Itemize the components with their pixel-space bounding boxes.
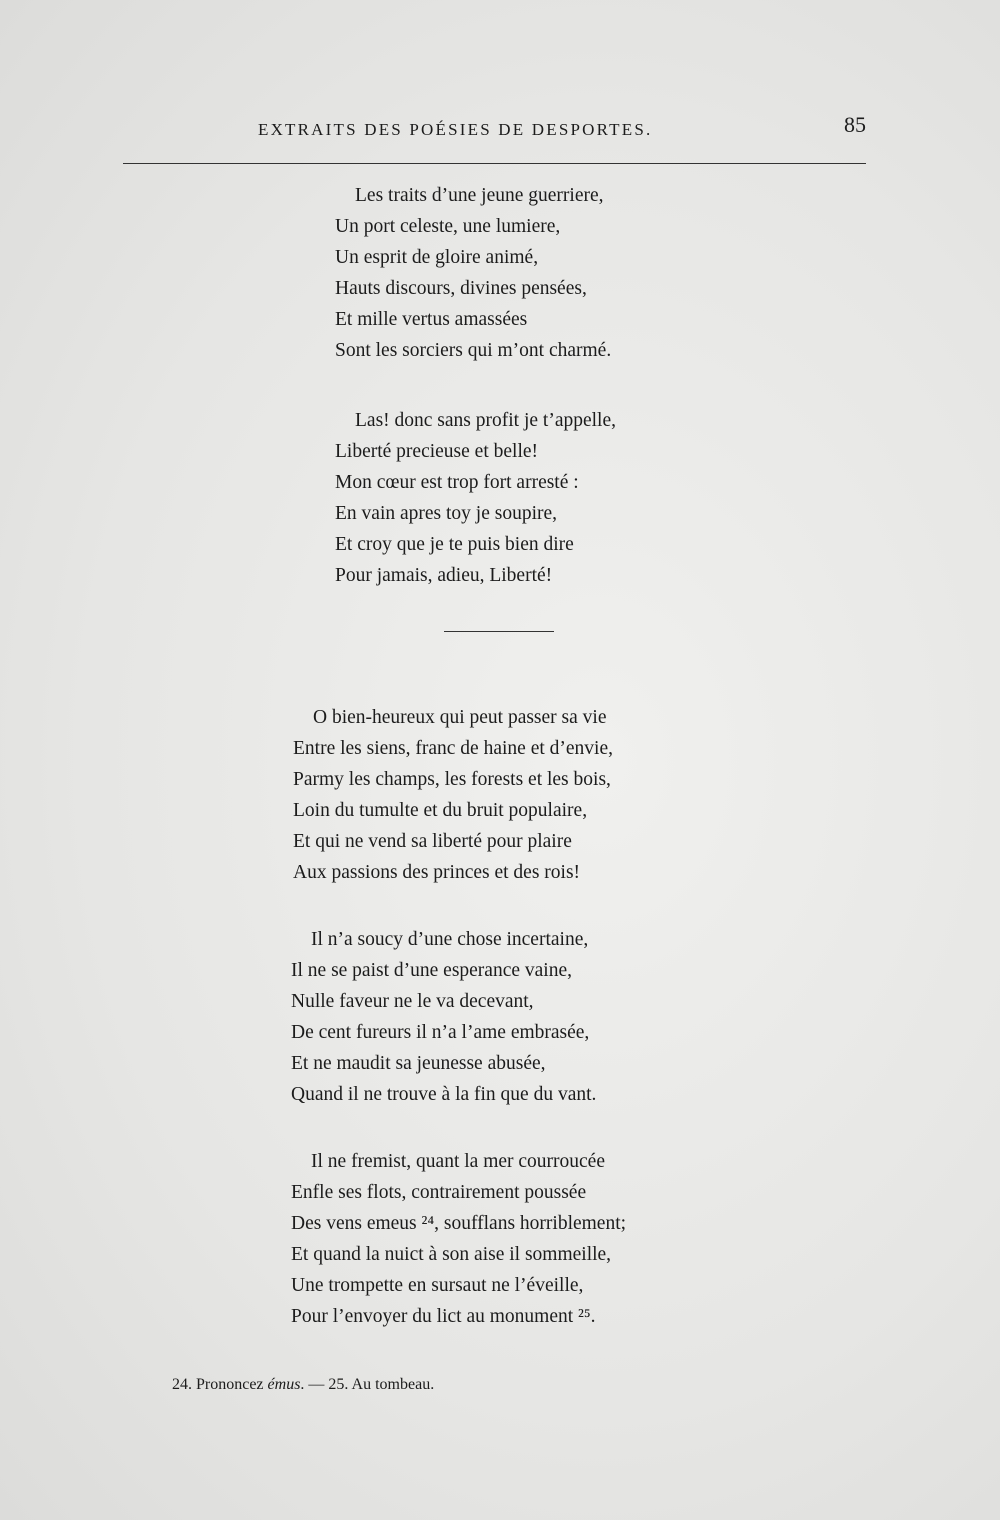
verse-line: Las! donc sans profit je t’appelle, xyxy=(355,410,616,431)
verse-line: Des vens emeus ²⁴, soufflans horriblement; xyxy=(291,1213,627,1234)
verse-line: De cent fureurs il n’a l’ame embrasée, xyxy=(291,1022,590,1043)
page-number: 85 xyxy=(844,112,866,137)
verse-line: Il ne se paist d’une esperance vaine, xyxy=(291,960,572,981)
verse-line: Et mille vertus amassées xyxy=(335,309,528,330)
verse-line: O bien-heureux qui peut passer sa vie xyxy=(313,707,607,728)
verse-line: Les traits d’une jeune guerriere, xyxy=(355,185,604,206)
stanza-2 xyxy=(335,405,616,591)
stanza-1 xyxy=(335,180,611,366)
verse-line: Une trompette en sursaut ne l’éveille, xyxy=(291,1275,584,1296)
footnote-italic-word: émus xyxy=(267,1376,301,1393)
stanza-3 xyxy=(293,702,613,888)
verse-line: Loin du tumulte et du bruit populaire, xyxy=(293,800,588,821)
stanza-4 xyxy=(291,924,596,1110)
verse-line: Parmy les champs, les forests et les bois, xyxy=(293,769,611,790)
verse-line: Entre les siens, franc de haine et d’envie, xyxy=(293,738,613,759)
stanza-5 xyxy=(291,1146,626,1332)
verse-line: En vain apres toy je soupire, xyxy=(335,503,558,524)
verse-line: Et croy que je te puis bien dire xyxy=(335,534,574,555)
verse-line: Sont les sorciers qui m’ont charmé. xyxy=(335,340,612,361)
verse-line: Et qui ne vend sa liberté pour plaire xyxy=(293,831,572,852)
verse-line: Pour l’envoyer du lict au monument ²⁵. xyxy=(291,1306,596,1327)
verse-line: Il n’a soucy d’une chose incertaine, xyxy=(311,929,589,950)
verse-line: Et ne maudit sa jeunesse abusée, xyxy=(291,1053,546,1074)
verse-line: Hauts discours, divines pensées, xyxy=(335,278,587,299)
verse-line: Et quand la nuict à son aise il sommeille, xyxy=(291,1244,612,1265)
section-separator xyxy=(444,631,554,632)
header-rule xyxy=(123,163,866,164)
verse-line: Mon cœur est trop fort arresté : xyxy=(335,472,579,493)
verse-line: Un esprit de gloire animé, xyxy=(335,247,539,268)
verse-line: Enfle ses flots, contrairement poussée xyxy=(291,1182,587,1203)
footnote-text: 24. Prononcez xyxy=(172,1376,268,1393)
footnotes xyxy=(172,1376,434,1394)
page-header xyxy=(120,112,870,152)
verse-line: Quand il ne trouve à la fin que du vant. xyxy=(291,1084,597,1105)
verse-line: Aux passions des princes et des rois! xyxy=(293,862,581,883)
verse-line: Un port celeste, une lumiere, xyxy=(335,216,561,237)
verse-line: Pour jamais, adieu, Liberté! xyxy=(335,565,553,586)
footnote-text: . — 25. Au tombeau. xyxy=(300,1376,435,1393)
running-title: EXTRAITS DES POÉSIES DE DESPORTES. xyxy=(258,120,653,139)
verse-line: Il ne fremist, quant la mer courroucée xyxy=(311,1151,605,1172)
verse-line: Nulle faveur ne le va decevant, xyxy=(291,991,534,1012)
verse-line: Liberté precieuse et belle! xyxy=(335,441,539,462)
